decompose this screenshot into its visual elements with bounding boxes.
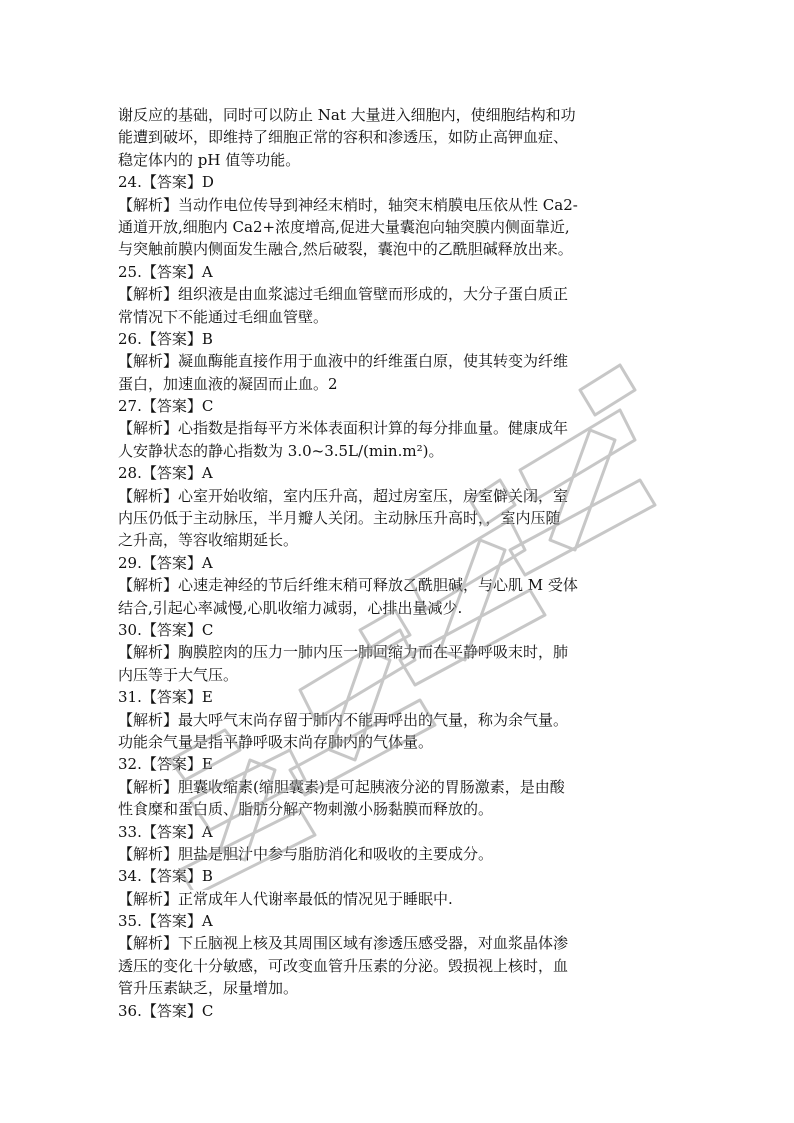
analysis-line: 【解析】最大呼气末尚存留于肺内不能再呼出的气量，称为余气量。	[118, 710, 569, 729]
document-body	[118, 104, 678, 1022]
answer-line: 27.【答案】C	[118, 397, 214, 416]
text-line: 之升高，等容收缩期延长。	[118, 531, 299, 550]
text-line: 内压等于大气压。	[118, 665, 239, 684]
text-line: 人安静状态的静心指数为 3.0~3.5L/(min.m²)。	[118, 441, 444, 460]
text-line: 管升压素缺乏，尿量增加。	[118, 979, 299, 998]
analysis-line: 【解析】胆囊收缩素(缩胆囊素)是可起胰液分泌的胃肠激素，是由酸	[118, 777, 565, 796]
analysis-line: 【解析】胸膜腔肉的压力一肺内压一肺回缩力而在平静呼吸末时，肺	[118, 643, 569, 662]
analysis-line: 【解析】组织液是由血浆滤过毛细血管壁而形成的，大分子蛋白质正	[118, 285, 569, 304]
analysis-line: 【解析】下丘脑视上核及其周围区域有渗透压感受器，对血浆晶体渗	[118, 934, 569, 953]
text-line: 通道开放,细胞内 Ca2+浓度增高,促进大量囊泡向轴突膜内侧面靠近,	[118, 217, 570, 236]
answer-line: 33.【答案】A	[118, 822, 213, 841]
answer-line: 29.【答案】A	[118, 553, 213, 572]
analysis-line: 【解析】正常成年人代谢率最低的情况见于睡眠中.	[118, 889, 453, 908]
analysis-line: 【解析】胆盐是胆汁中参与脂肪消化和吸收的主要成分。	[118, 844, 494, 863]
answer-line: 34.【答案】B	[118, 867, 213, 886]
text-line: 稳定体内的 pH 值等功能。	[118, 150, 301, 169]
analysis-line: 【解析】心速走神经的节后纤维末稍可释放乙酰胆碱，与心肌 M 受体	[118, 576, 578, 595]
text-line: 结合,引起心率减慢,心肌收缩力减弱，心排出量减少.	[118, 598, 463, 617]
answer-line: 32.【答案】E	[118, 755, 213, 774]
answer-line: 30.【答案】C	[118, 620, 214, 639]
answer-line: 25.【答案】A	[118, 262, 213, 281]
answer-line: 36.【答案】C	[118, 1001, 214, 1020]
answer-line: 28.【答案】A	[118, 464, 213, 483]
text-line: 内压仍低于主动脉压，半月瓣人关闭。主动脉压升高时，，室内压随	[118, 509, 561, 528]
text-line: 透压的变化十分敏感，可改变血管升压素的分泌。毁损视上核时，血	[118, 956, 569, 975]
text-line: 常情况下不能通过毛细血管壁。	[118, 307, 329, 326]
text-line: 与突触前膜内侧面发生融合,然后破裂，囊泡中的乙酰胆碱释放出来。	[118, 240, 573, 259]
analysis-line: 【解析】心指数是指每平方米体表面积计算的每分排血量。健康成年	[118, 419, 569, 438]
answer-line: 35.【答案】A	[118, 912, 213, 931]
answer-line: 31.【答案】E	[118, 688, 213, 707]
text-line: 能遭到破坏，即维持了细胞正常的容积和渗透压，如防止高钾血症、	[118, 128, 569, 147]
analysis-line: 【解析】心室开始收缩，室内压升高，超过房室压，房室僻关闭，室	[118, 486, 569, 505]
answer-line: 24.【答案】D	[118, 173, 214, 192]
text-line: 性食糜和蛋白质、脂肪分解产物刺激小肠黏膜而释放的。	[118, 800, 494, 819]
answer-line: 26.【答案】B	[118, 329, 213, 348]
analysis-line: 【解析】凝血酶能直接作用于血液中的纤维蛋白原，使其转变为纤维	[118, 352, 569, 371]
text-line: 谢反应的基础，同时可以防止 Nat 大量进入细胞内，使细胞结构和功	[118, 106, 576, 124]
text-line: 功能余气量是指平静呼吸末尚存肺内的气体量。	[118, 732, 434, 751]
text-line: 蛋白，加速血液的凝固而止血。2	[118, 374, 338, 393]
analysis-line: 【解析】当动作电位传导到神经末梢时，轴突末梢膜电压依从性 Ca2-	[118, 195, 578, 214]
